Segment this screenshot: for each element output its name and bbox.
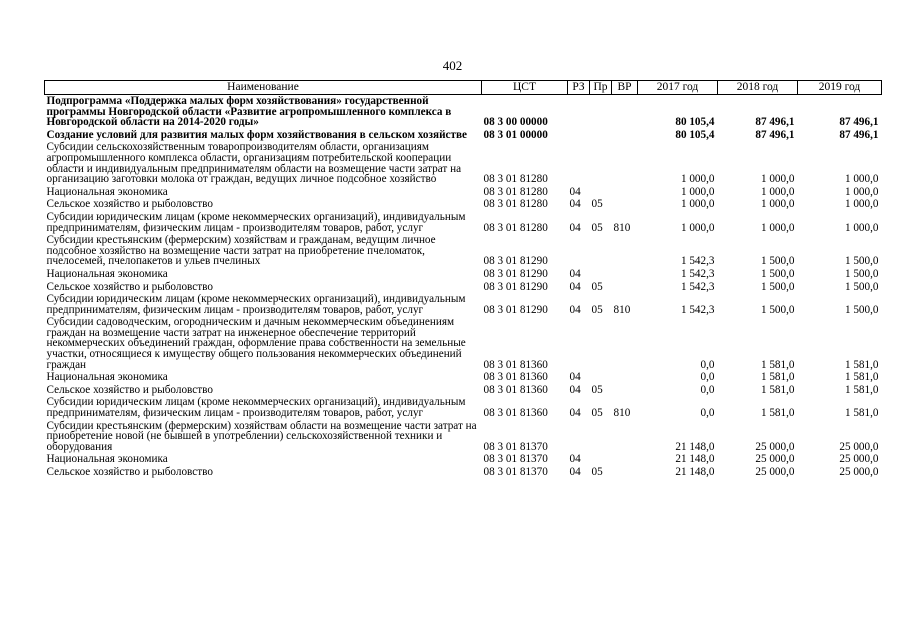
table-header	[45, 81, 882, 95]
row-pr: 05	[591, 383, 603, 396]
row-2019: 1 581,0	[844, 407, 879, 420]
row-pr	[590, 129, 612, 142]
row-cst: 08 3 01 81290	[483, 255, 548, 268]
row-name: Субсидии сельскохозяйственным товаропроизводителям области, организациям агропромышленного комплекса области, организациям потребительской кооперации области и индивидуальным предпринимателям области на возмещение части затрат на организацию заготовки молока от граждан, ведущих личное подсобное хозяйство	[46, 141, 462, 186]
row-vr	[612, 268, 638, 281]
row-rz	[568, 316, 590, 371]
row-cst: 08 3 01 81290	[483, 267, 548, 280]
row-vr	[612, 198, 638, 211]
row-cst: 08 3 01 81280	[483, 185, 548, 198]
row-2017: 21 148,0	[675, 453, 715, 466]
row-2017: 21 148,0	[675, 440, 715, 453]
row-name: Субсидии садоводческим, огородническим и дачным некоммерческим объединениям граждан на возмещение части затрат на инженерное обеспечение территорий некоммерческих объединений граждан, оформление права собственности на земельные участки, относящиеся к имуществу общего пользования некоммерческих объединений граждан	[46, 316, 466, 371]
row-2018: 1 581,0	[760, 371, 795, 384]
row-rz: 04	[569, 383, 581, 396]
row-2017: 0,0	[700, 383, 715, 396]
row-2018: 1 500,0	[760, 303, 795, 316]
row-2019: 1 000,0	[844, 185, 879, 198]
row-rz	[568, 141, 590, 185]
row-2019: 1 000,0	[844, 221, 879, 234]
row-name: Создание условий для развития малых форм хозяйствования в сельском хозяйстве	[46, 128, 467, 141]
row-rz: 04	[569, 198, 581, 211]
row-2017: 1 542,3	[680, 255, 715, 268]
row-name: Субсидии юридическим лицам (кроме некоммерческих организаций), индивидуальным предпринимателям, физическим лицам - производителям товаров, работ, услуг	[46, 396, 466, 420]
row-cst: 08 3 01 81370	[483, 440, 548, 453]
header-2019: 2019 год	[798, 81, 882, 95]
row-vr	[612, 316, 638, 371]
row-rz: 04	[569, 407, 581, 420]
row-vr: 810	[613, 407, 631, 420]
row-pr	[590, 268, 612, 281]
row-2018: 87 496,1	[755, 116, 795, 129]
row-rz: 04	[569, 371, 581, 384]
table-row	[45, 396, 882, 419]
table-row	[45, 281, 882, 294]
row-name: Подпрограмма «Поддержка малых форм хозяйствования» государственной программы Новгородской области «Развитие агропромышленного комплекса в Новгородской области на 2014-2020 годы»	[46, 95, 452, 129]
table-row	[45, 141, 882, 185]
row-2019: 1 500,0	[844, 303, 879, 316]
row-pr	[590, 371, 612, 384]
row-cst: 08 3 01 81360	[483, 383, 548, 396]
row-2019: 25 000,0	[839, 440, 879, 453]
header-cst: ЦСТ	[482, 81, 568, 95]
row-cst: 08 3 00 00000	[483, 116, 548, 129]
row-rz	[568, 95, 590, 129]
row-rz	[568, 234, 590, 268]
row-name: Субсидии юридическим лицам (кроме некоммерческих организаций), индивидуальным предпринимателям, физическим лицам - производителям товаров, работ, услуг	[46, 293, 466, 316]
row-vr: 810	[613, 221, 631, 234]
row-pr	[590, 186, 612, 199]
row-name: Сельское хозяйство и рыболовство	[46, 198, 213, 211]
row-2018: 1 500,0	[760, 280, 795, 293]
header-row	[45, 81, 882, 95]
row-2017: 1 000,0	[680, 221, 715, 234]
header-2018: 2018 год	[718, 81, 798, 95]
row-2017: 1 542,3	[680, 267, 715, 280]
row-vr	[612, 453, 638, 466]
row-2019: 1 581,0	[844, 358, 879, 371]
table-body	[45, 95, 882, 479]
row-2019: 1 581,0	[844, 371, 879, 384]
row-pr	[590, 453, 612, 466]
row-2019: 25 000,0	[839, 453, 879, 466]
row-cst: 08 3 01 81360	[483, 358, 548, 371]
row-pr	[590, 234, 612, 268]
row-cst: 08 3 01 00000	[483, 128, 548, 141]
table-row	[45, 268, 882, 281]
row-2017: 80 105,4	[675, 116, 715, 129]
row-rz: 04	[569, 466, 581, 478]
row-2019: 1 500,0	[844, 280, 879, 293]
row-2018: 25 000,0	[755, 453, 795, 466]
table-row	[45, 186, 882, 199]
row-name: Субсидии юридическим лицам (кроме некоммерческих организаций), индивидуальным предпринимателям, физическим лицам - производителям товаров, работ, услуг	[46, 210, 466, 234]
row-name: Национальная экономика	[46, 371, 168, 384]
row-cst: 08 3 01 81290	[483, 303, 548, 316]
row-2018: 1 500,0	[760, 267, 795, 280]
row-name: Сельское хозяйство и рыболовство	[46, 280, 213, 293]
row-2019: 87 496,1	[839, 128, 879, 141]
row-cst: 08 3 01 81360	[483, 371, 548, 384]
row-2018: 87 496,1	[755, 128, 795, 141]
row-2017: 1 000,0	[680, 173, 715, 186]
row-vr	[612, 186, 638, 199]
row-2019: 1 000,0	[844, 173, 879, 186]
row-2017: 21 148,0	[675, 466, 715, 478]
header-vr: ВР	[612, 81, 638, 95]
row-name: Сельское хозяйство и рыболовство	[46, 383, 213, 396]
row-vr: 810	[613, 303, 631, 316]
row-rz: 04	[569, 221, 581, 234]
row-pr: 05	[591, 280, 603, 293]
row-vr	[612, 466, 638, 479]
row-cst: 08 3 01 81280	[483, 173, 548, 186]
row-pr	[590, 316, 612, 371]
row-2018: 1 581,0	[760, 358, 795, 371]
row-cst: 08 3 01 81370	[483, 466, 548, 478]
row-2017: 0,0	[700, 407, 715, 420]
row-pr	[590, 95, 612, 129]
row-pr: 05	[591, 303, 603, 316]
row-2017: 0,0	[700, 371, 715, 384]
row-2018: 1 000,0	[760, 198, 795, 211]
row-pr	[590, 420, 612, 454]
row-2018: 25 000,0	[755, 440, 795, 453]
header-pr: Пр	[590, 81, 612, 95]
row-pr: 05	[591, 407, 603, 420]
row-cst: 08 3 01 81360	[483, 407, 548, 420]
table-row	[45, 293, 882, 316]
row-2019: 25 000,0	[839, 466, 879, 478]
table-row	[45, 371, 882, 384]
row-2018: 1 581,0	[760, 383, 795, 396]
row-2017: 0,0	[700, 358, 715, 371]
row-2018: 1 000,0	[760, 185, 795, 198]
row-name: Национальная экономика	[46, 185, 168, 198]
header-name: Наименование	[45, 81, 482, 95]
header-2017: 2017 год	[638, 81, 718, 95]
row-vr	[612, 234, 638, 268]
row-2017: 1 542,3	[680, 303, 715, 316]
row-name: Национальная экономика	[46, 267, 168, 280]
table-row	[45, 129, 882, 142]
row-vr	[612, 141, 638, 185]
row-cst: 08 3 01 81290	[483, 280, 548, 293]
row-rz: 04	[569, 453, 581, 466]
page-number: 402	[442, 58, 463, 73]
row-pr: 05	[591, 198, 603, 211]
row-2017: 1 000,0	[680, 185, 715, 198]
row-rz: 04	[569, 185, 581, 198]
row-pr: 05	[591, 221, 603, 234]
row-rz	[568, 129, 590, 142]
row-name: Субсидии крестьянским (фермерским) хозяйствам области на возмещение части затрат на приобретение новой (не бывшей в употреблении) сельскохозяйственной техники и оборудования	[46, 419, 477, 453]
row-2017: 1 000,0	[680, 198, 715, 211]
row-cst: 08 3 01 81280	[483, 198, 548, 211]
row-2018: 1 581,0	[760, 407, 795, 420]
row-2017: 1 542,3	[680, 280, 715, 293]
row-vr	[612, 420, 638, 454]
row-rz: 04	[569, 303, 581, 316]
row-vr	[612, 95, 638, 129]
row-vr	[612, 129, 638, 142]
row-rz: 04	[569, 267, 581, 280]
row-pr: 05	[591, 466, 603, 478]
row-2018: 1 000,0	[760, 221, 795, 234]
table-row	[45, 316, 882, 371]
table-row	[45, 420, 882, 454]
row-cst: 08 3 01 81280	[483, 221, 548, 234]
row-2018: 25 000,0	[755, 466, 795, 478]
row-name: Субсидии крестьянским (фермерским) хозяйствам и гражданам, ведущим личное подсобное хозяйство на возмещение части затрат на приобретение пчеломаток, пчелосемей, пчелопакетов и ульев пчелиных	[46, 234, 436, 268]
header-rz: РЗ	[568, 81, 590, 95]
table-row	[45, 466, 882, 479]
row-cst: 08 3 01 81370	[483, 453, 548, 466]
row-name: Сельское хозяйство и рыболовство	[46, 466, 213, 478]
row-2017: 80 105,4	[675, 128, 715, 141]
table-row	[45, 95, 882, 129]
row-rz	[568, 420, 590, 454]
table-row	[45, 198, 882, 211]
row-rz: 04	[569, 280, 581, 293]
table-row	[45, 384, 882, 397]
row-2018: 1 000,0	[760, 173, 795, 186]
row-2019: 1 500,0	[844, 255, 879, 268]
row-vr	[612, 384, 638, 397]
row-2019: 1 000,0	[844, 198, 879, 211]
row-2019: 1 500,0	[844, 267, 879, 280]
row-2019: 1 581,0	[844, 383, 879, 396]
row-2019: 87 496,1	[839, 116, 879, 129]
budget-table	[44, 80, 882, 479]
row-vr	[612, 371, 638, 384]
row-vr	[612, 281, 638, 294]
table-row	[45, 453, 882, 466]
table-row	[45, 234, 882, 268]
row-pr	[590, 141, 612, 185]
row-name: Национальная экономика	[46, 453, 168, 466]
table-row	[45, 211, 882, 234]
row-2018: 1 500,0	[760, 255, 795, 268]
